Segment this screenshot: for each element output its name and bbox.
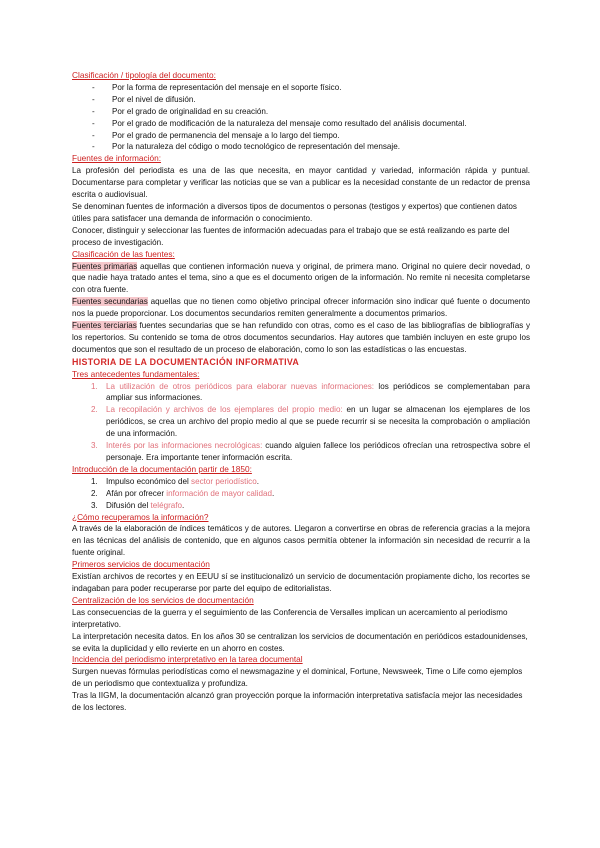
term-definition: aquellas que contienen información nueva y original, de primera mano. Original no quiere decir novedad, o que nadie haya tratado antes el tema, sino a que es el documento origen de la información. No remite ni necesita completarse con otra fuente. bbox=[72, 261, 530, 295]
list-item bbox=[72, 440, 530, 464]
list-item: - Por la naturaleza del código o modo tecnológico de representación del mensaje. bbox=[72, 141, 530, 153]
section-heading: ¿Cómo recuperamos la información? bbox=[72, 511, 209, 522]
item-highlight: telégrafo bbox=[150, 500, 183, 510]
section-heading: Clasificación de las fuentes: bbox=[72, 248, 175, 259]
paragraph: Existían archivos de recortes y en EEUU sí se institucionalizó un servicio de documentación propiamente dicho, los recortes se indagaban para poder recuperarse por parte del equipo de editorialistas. bbox=[72, 572, 530, 593]
item-number: 1. bbox=[91, 476, 98, 486]
item-text: en un lugar se almacenan los ejemplares de los periódicos, se crea un archivo del propio medio al que se puede recurrir si se necesita la comprobación o ampliación de una información. bbox=[106, 405, 530, 439]
item-number: 1. bbox=[91, 381, 98, 391]
section-heading: Primeros servicios de documentación bbox=[72, 559, 210, 570]
section-heading: Centralización de los servicios de documentación bbox=[72, 594, 254, 605]
list-item bbox=[72, 381, 530, 405]
paragraph bbox=[72, 296, 530, 320]
item-text: cuando alguien fallece los periódicos ofrecían una retrospectiva sobre el personaje. Era importante tener información escrita. bbox=[106, 441, 530, 462]
item-end: . bbox=[272, 488, 275, 498]
item-highlight: información de mayor calidad bbox=[166, 488, 273, 498]
list-item: - Por el nivel de difusión. bbox=[72, 94, 530, 106]
item-text: Impulso económico del bbox=[106, 476, 192, 486]
highlighted-term: Fuentes terciarias bbox=[72, 321, 137, 331]
list-item bbox=[72, 476, 530, 488]
paragraph: La interpretación necesita datos. En los años 30 se centralizan los servicios de documentación en periódicos estadounidenses, se evita la duplicidad y ello revierte en un ahorro en costes. bbox=[72, 631, 528, 653]
section-heading: Introducción de la documentación partir de 1850: bbox=[72, 463, 252, 474]
paragraph: La profesión del periodista es una de las que necesita, en mayor cantidad y variedad, información rápida y puntual. Documentarse para completar y verificar las noticias que se van a publicar es la necesidad constante de un redactor de prensa escrita o audiovisual. bbox=[72, 166, 530, 200]
paragraph: Se denominan fuentes de información a diversos tipos de documentos o personas (testigos y expertos) que contienen datos útiles para satisfacer una demanda de información o conocimiento. bbox=[72, 201, 517, 223]
term-definition: aquellas que no tienen como objetivo principal ofrecer información sino indicar qué fuente o documento nos la puede proporcionar. Los documentos secundarios remiten generalmente a documentos primarios. bbox=[72, 297, 530, 319]
list-item bbox=[72, 404, 530, 440]
paragraph: A través de la elaboración de índices temáticos y de autores. Llegaron a convertirse en obras de referencia gracias a la mejora en las técnicas del análisis de contenido, que en algunos casos permitía obtener la información sin necesidad de recurrir a la fuente original. bbox=[72, 524, 530, 558]
paragraph: Surgen nuevas fórmulas periodísticas como el newsmagazine y el dominical, Fortune, Newsweek, Time o Life como ejemplos de un periodismo que contextualiza y profundiza. bbox=[72, 667, 523, 689]
numbered-list bbox=[72, 381, 530, 464]
highlighted-term: Fuentes primarias bbox=[72, 261, 138, 271]
section-heading: Incidencia del periodismo interpretativo en la tarea documental bbox=[72, 654, 303, 665]
paragraph bbox=[72, 320, 530, 356]
paragraph: Las consecuencias de la guerra y el seguimiento de las Conferencia de Versalles implican un acercamiento al periodismo interpretativo. bbox=[72, 607, 508, 629]
list-item: - Por la forma de representación del mensaje en el soporte físico. bbox=[72, 82, 530, 94]
item-number: 3. bbox=[91, 500, 98, 510]
numbered-list bbox=[72, 476, 530, 512]
item-text: Difusión del bbox=[106, 500, 151, 510]
main-heading: HISTORIA DE LA DOCUMENTACIÓN INFORMATIVA bbox=[72, 356, 300, 367]
item-highlight: La utilización de otros periódicos para elaborar nuevas informaciones: bbox=[106, 381, 375, 391]
paragraph bbox=[72, 261, 530, 297]
section-heading: Clasificación / tipología del documento: bbox=[72, 70, 216, 80]
section-heading: Fuentes de información: bbox=[72, 153, 162, 164]
list-item: - Por el grado de originalidad en su creación. bbox=[72, 106, 530, 118]
dash-list bbox=[72, 82, 530, 153]
item-text: Afán por ofrecer bbox=[106, 488, 167, 498]
list-item: - Por el grado de modificación de la naturaleza del mensaje como resultado del análisis documental. bbox=[72, 118, 530, 130]
item-highlight: Interés por las informaciones necrológicas: bbox=[106, 441, 263, 451]
item-highlight: sector periodístico bbox=[191, 476, 257, 486]
highlighted-term: Fuentes secundarias bbox=[72, 297, 148, 307]
list-item bbox=[72, 488, 530, 500]
item-highlight: La recopilación y archivos de los ejemplares del propio medio: bbox=[106, 405, 343, 415]
item-number: 2. bbox=[91, 488, 98, 498]
paragraph: Tras la IIGM, la documentación alcanzó gran proyección porque la información interpretativa satisfacía mejor las necesidades de los lectores. bbox=[72, 691, 523, 713]
item-end: . bbox=[182, 500, 185, 510]
list-item: - Por el grado de permanencia del mensaje a lo largo del tiempo. bbox=[72, 130, 530, 142]
item-number: 2. bbox=[91, 405, 98, 415]
term-definition: fuentes secundarias que se han refundido con otras, como es el caso de las bibliografías de bibliografías y los repertorios. Su contenido se toma de otros documentos secundarios. Hay autores que también incluyen en este grupo los documentos que son el resultado de un proceso de elaboración, como lo son las estadísticas o las encuestas. bbox=[72, 321, 531, 354]
paragraph: Conocer, distinguir y seleccionar las fuentes de información adecuadas para el trabajo que se está realizando es parte del proceso de investigación. bbox=[72, 225, 510, 247]
item-text: los periódicos se complementaban para ampliar sus informaciones. bbox=[106, 381, 530, 403]
section-heading: Tres antecedentes fundamentales: bbox=[72, 368, 200, 379]
list-item bbox=[72, 500, 530, 512]
item-end: . bbox=[256, 476, 259, 486]
document-page bbox=[72, 70, 530, 714]
item-number: 3. bbox=[91, 441, 98, 451]
